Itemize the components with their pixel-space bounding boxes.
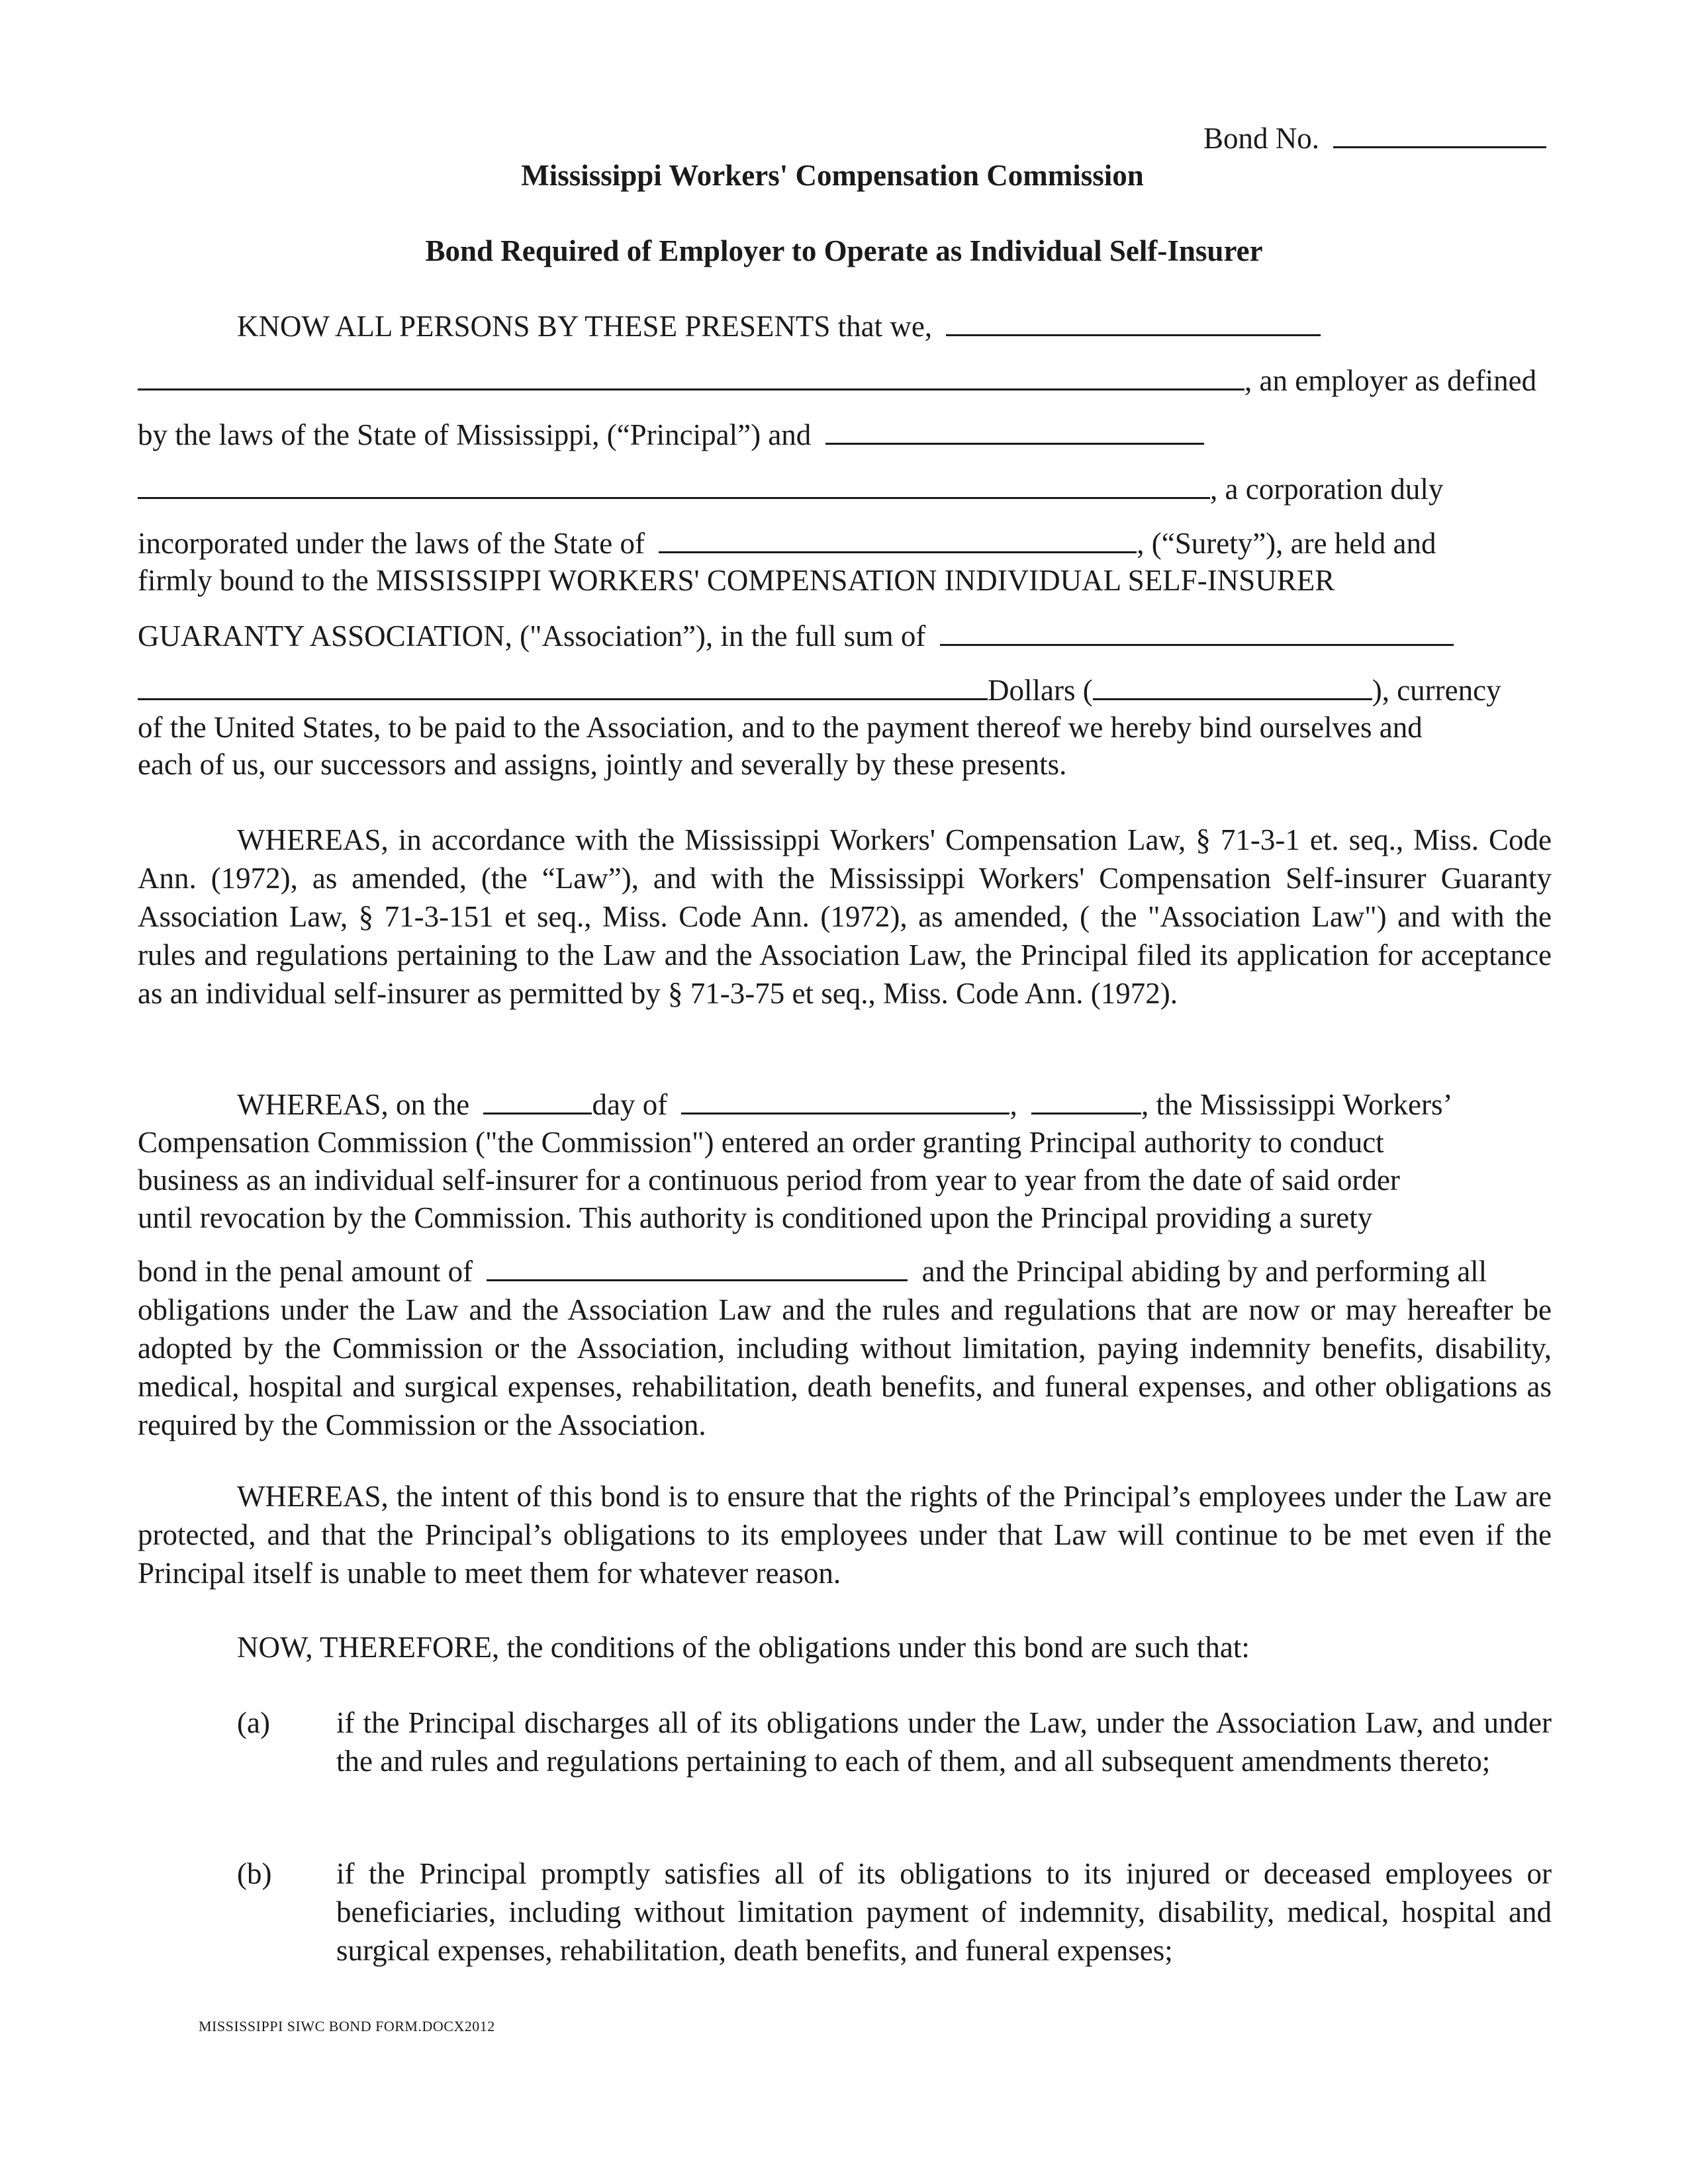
intro-text: KNOW ALL PERSONS BY THESE PRESENTS that we, xyxy=(237,310,933,343)
surety-state-field[interactable] xyxy=(659,525,1137,553)
surety-name-field-2[interactable] xyxy=(138,471,1210,499)
principal-name-field[interactable] xyxy=(946,308,1321,336)
bond-number-label: Bond No. xyxy=(1203,122,1320,155)
whereas-2-line-5 xyxy=(138,1252,1487,1291)
whereas-text: bond in the penal amount of xyxy=(138,1255,473,1288)
whereas-text: , xyxy=(1009,1088,1017,1121)
whereas-2-line-2: Compensation Commission ("the Commission") entered an order granting Principal authority to conduct xyxy=(138,1126,1384,1159)
commission-title: Mississippi Workers' Compensation Commission xyxy=(521,159,1144,192)
penal-amount-field[interactable] xyxy=(487,1253,908,1281)
intro-line-9: of the United States, to be paid to the Association, and to the payment thereof we hereby bind ourselves and xyxy=(138,711,1423,744)
whereas-paragraph-1: WHEREAS, in accordance with the Mississippi Workers' Compensation Law, § 71-3-1 et. seq., Miss. Code Ann. (1972), as amended, (the “Law”), and with the Mississippi Workers' Compensation Self-insurer Guaranty Association Law, § 71-3-151 et seq., Miss. Code Ann. (1972), as amended, ( the "Association Law") and with the rules and regulations pertaining to the Law and the Association Law, the Principal filed its application for acceptance as an individual self-insurer as permitted by § 71-3-75 et seq., Miss. Code Ann. (1972). xyxy=(138,823,1552,1010)
surety-name-field[interactable] xyxy=(825,416,1204,445)
intro-line-4 xyxy=(138,470,1443,508)
whereas-text: day of xyxy=(592,1088,668,1121)
intro-line-10: each of us, our successors and assigns, jointly and severally by these presents. xyxy=(138,748,1067,781)
condition-a-text: if the Principal discharges all of its obligations under the Law, under the Association Law, and under the and rules and regulations pertaining to each of them, and all subsequent amendments thereto; xyxy=(336,1706,1552,1778)
intro-line-3 xyxy=(138,416,1204,454)
whereas-text: , the Mississippi Workers’ xyxy=(1141,1088,1453,1121)
intro-text: incorporated under the laws of the State of xyxy=(138,527,645,560)
intro-text: ), currency xyxy=(1372,674,1501,707)
intro-line-7 xyxy=(138,617,1454,655)
intro-text: GUARANTY ASSOCIATION, ("Association”), in the full sum of xyxy=(138,619,926,653)
condition-b-text: if the Principal promptly satisfies all of its obligations to its injured or deceased employees or beneficiaries, including without limitation payment of indemnity, disability, medical, hospital and surgical expenses, rehabilitation, death benefits, and funeral expenses; xyxy=(336,1857,1552,1967)
condition-b-label: (b) xyxy=(237,1857,272,1890)
intro-line-5 xyxy=(138,524,1436,563)
intro-text: Dollars ( xyxy=(988,674,1093,707)
whereas-paragraph-3: WHEREAS, the intent of this bond is to ensure that the rights of the Principal’s employees under the Law are protected, and that the Principal’s obligations to its employees under that Law will continue to be met even if the Principal itself is unable to meet them for whatever reason. xyxy=(138,1480,1552,1590)
whereas-text: and the Principal abiding by and performing all xyxy=(921,1255,1487,1288)
sum-words-field[interactable] xyxy=(940,617,1454,646)
bond-number-field[interactable] xyxy=(1333,120,1546,148)
intro-line-8 xyxy=(138,671,1501,709)
whereas-2-line-3: business as an individual self-insurer for a continuous period from year to year from the date of said order xyxy=(138,1163,1400,1197)
now-therefore: NOW, THEREFORE, the conditions of the obligations under this bond are such that: xyxy=(237,1631,1250,1664)
bond-title: Bond Required of Employer to Operate as Individual Self-Insurer xyxy=(425,234,1263,267)
intro-text: by the laws of the State of Mississippi, (“Principal”) and xyxy=(138,418,812,451)
bond-number-line xyxy=(1203,119,1546,158)
whereas-2-line-1 xyxy=(237,1085,1452,1124)
principal-name-field-2[interactable] xyxy=(138,362,1244,390)
sum-words-field-2[interactable] xyxy=(138,672,988,700)
whereas-2-rest: obligations under the Law and the Association Law and the rules and regulations that are now or may hereafter be adopted by the Commission or the Association, including without limitation, paying indemnity benefits, disability, medical, hospital and surgical expenses, rehabilitation, death benefits, and funeral expenses, and other obligations as required by the Commission or the Association. xyxy=(138,1293,1552,1441)
intro-text: , an employer as defined xyxy=(1244,364,1537,397)
order-year-field[interactable] xyxy=(1031,1086,1141,1115)
condition-a-label: (a) xyxy=(237,1706,270,1739)
intro-line-2 xyxy=(138,361,1536,400)
intro-text: , a corporation duly xyxy=(1210,473,1444,506)
footer-filename: MISSISSIPPI SIWC BOND FORM.DOCX2012 xyxy=(199,2018,495,2034)
intro-text: , (“Surety”), are held and xyxy=(1137,527,1436,560)
whereas-text: WHEREAS, on the xyxy=(237,1088,470,1121)
intro-line-1 xyxy=(237,307,1321,345)
intro-line-6: firmly bound to the MISSISSIPPI WORKERS' COMPENSATION INDIVIDUAL SELF-INSURER xyxy=(138,564,1335,597)
order-day-field[interactable] xyxy=(483,1086,592,1115)
sum-number-field[interactable] xyxy=(1093,672,1372,700)
order-month-field[interactable] xyxy=(681,1086,1009,1115)
whereas-2-line-4: until revocation by the Commission. This authority is conditioned upon the Principal providing a surety xyxy=(138,1201,1373,1234)
